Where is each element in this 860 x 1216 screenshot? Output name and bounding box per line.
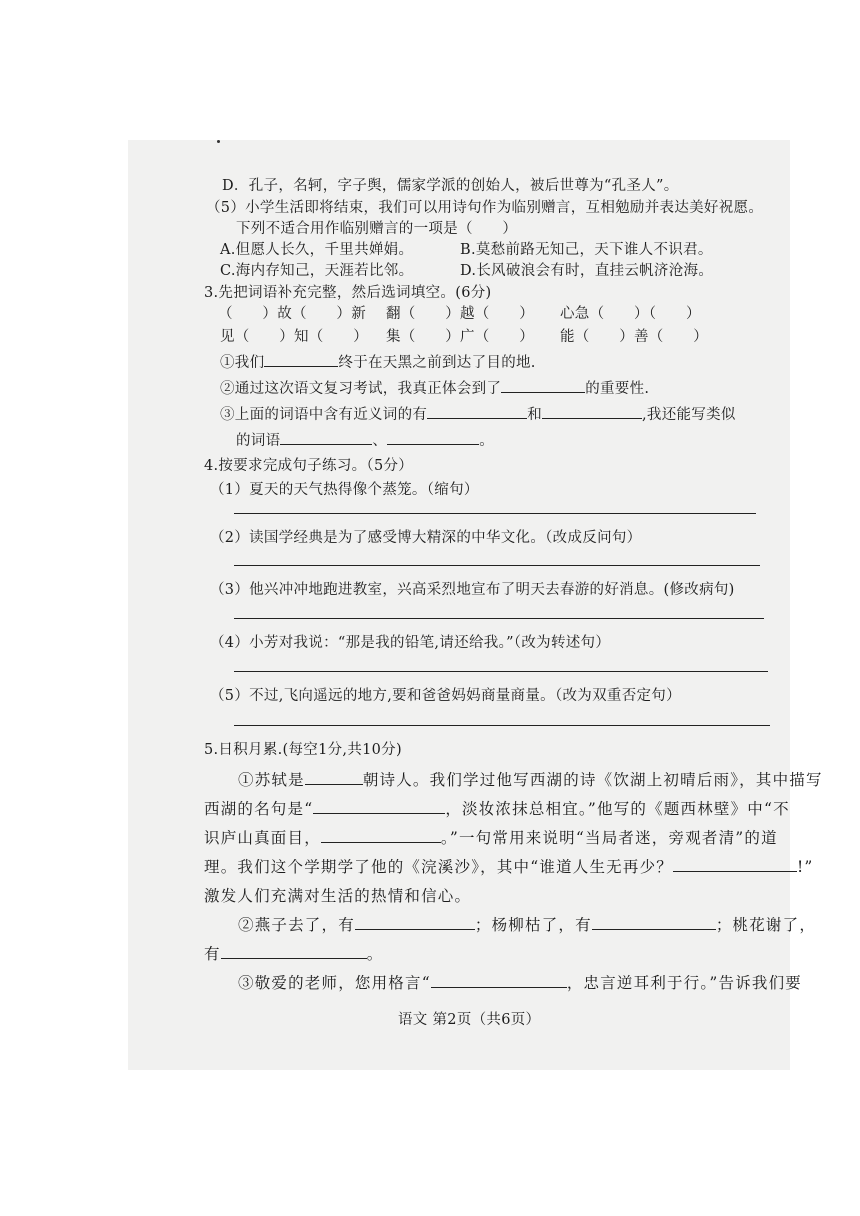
answer-line[interactable] xyxy=(234,513,756,514)
answer-blank[interactable] xyxy=(280,430,372,445)
answer-blank[interactable] xyxy=(387,430,479,445)
answer-blank[interactable] xyxy=(305,770,363,785)
q5-line-3: 识庐山真面目， 。”一句常用来说明“当局者迷，旁观者清”的道 xyxy=(204,829,778,847)
q4-item-5: （5）不过,飞向遥远的地方,要和爸爸妈妈商量商量。（改为双重否定句） xyxy=(210,688,681,704)
option-c: C.海内存知己，天涯若比邻。 xyxy=(220,263,414,279)
answer-line[interactable] xyxy=(234,725,770,726)
q5-line-5: 激发人们充满对生活的热情和信心。 xyxy=(204,887,472,905)
option-b: B.莫愁前路无知己，天下谁人不识君。 xyxy=(460,242,713,258)
q5-line-6: ②燕子去了，有 ；杨柳枯了，有 ；桃花谢了， xyxy=(238,916,817,934)
idiom-2: 翻（ ）越（ ） xyxy=(386,306,534,322)
answer-line[interactable] xyxy=(234,565,760,566)
subquestion-5-prompt: 下列不适合用作临别赠言的一项是（ ） xyxy=(236,221,518,237)
q5-line-4: 理。我们这个学期学了他的《浣溪沙》，其中“谁道人生无再少？ !” xyxy=(204,858,814,876)
answer-blank[interactable] xyxy=(431,973,567,988)
answer-blank[interactable] xyxy=(355,915,475,930)
q5-line-1: ①苏轼是 朝诗人。我们学过他写西湖的诗《饮湖上初晴后雨》，其中描写 xyxy=(238,771,823,789)
q4-item-4: （4）小芳对我说：“那是我的铅笔,请还给我。”（改为转述句） xyxy=(210,635,611,651)
answer-blank[interactable] xyxy=(592,915,716,930)
option-d: D．孔子，名轲，字子舆，儒家学派的创始人，被后世尊为“孔圣人”。 xyxy=(222,178,679,194)
fill-sentence-4: 的词语 、 。 xyxy=(236,430,494,451)
answer-line[interactable] xyxy=(234,671,768,672)
question-5-title: 5.日积月累.(每空1分,共10分) xyxy=(204,742,402,758)
answer-blank[interactable] xyxy=(264,352,338,367)
fill-sentence-2: ②通过这次语文复习考试，我真正体会到了 的重要性. xyxy=(220,378,649,399)
idiom-4: 见（ ）知（ ） xyxy=(220,329,368,345)
q4-item-3: （3）他兴冲冲地跑进教室，兴高采烈地宣布了明天去春游的好消息。(修改病句) xyxy=(210,582,735,598)
answer-line[interactable] xyxy=(234,618,764,619)
idiom-5: 集（ ）广（ ） xyxy=(386,329,534,345)
idiom-1: （ ）故（ ）新 xyxy=(218,306,366,322)
answer-blank[interactable] xyxy=(321,828,441,843)
answer-blank[interactable] xyxy=(427,404,527,419)
question-4-title: 4.按要求完成句子练习。（5分） xyxy=(204,458,414,474)
q5-line-8: ③敬爱的老师，您用格言“ ，忠言逆耳利于行。”告诉我们要 xyxy=(238,974,803,992)
answer-blank[interactable] xyxy=(221,944,367,959)
q5-line-7: 有 。 xyxy=(204,945,384,963)
fill-sentence-3: ③上面的词语中含有近义词的有 和 ,我还能写类似 xyxy=(220,404,736,425)
option-a: A.但愿人长久，千里共婵娟。 xyxy=(220,242,414,258)
idiom-6: 能（ ）善（ ） xyxy=(560,329,708,345)
q4-item-1: （1）夏天的天气热得像个蒸笼。（缩句） xyxy=(210,482,479,498)
option-d2: D.长风破浪会有时，直挂云帆济沧海。 xyxy=(460,263,714,279)
speck xyxy=(217,140,220,143)
answer-blank[interactable] xyxy=(501,378,585,393)
answer-blank[interactable] xyxy=(673,857,797,872)
fill-sentence-1: ①我们 终于在天黑之前到达了目的地. xyxy=(220,352,536,373)
q4-item-2: （2）读国学经典是为了感受博大精深的中华文化。（改成反问句） xyxy=(210,530,642,546)
page-footer: 语文 第2页（共6页） xyxy=(398,1012,541,1028)
question-3-title: 3.先把词语补充完整，然后选词填空。(6分) xyxy=(204,285,492,301)
subquestion-5: （5）小学生活即将结束，我们可以用诗句作为临别赠言，互相勉励并表达美好祝愿。 xyxy=(206,200,764,216)
answer-blank[interactable] xyxy=(542,404,642,419)
idiom-3: 心急（ ）（ ） xyxy=(560,306,701,322)
q5-line-2: 西湖的名句是“ ，淡妆浓抹总相宜。”他写的《题西林壁》中“不 xyxy=(204,800,790,818)
answer-blank[interactable] xyxy=(313,799,445,814)
